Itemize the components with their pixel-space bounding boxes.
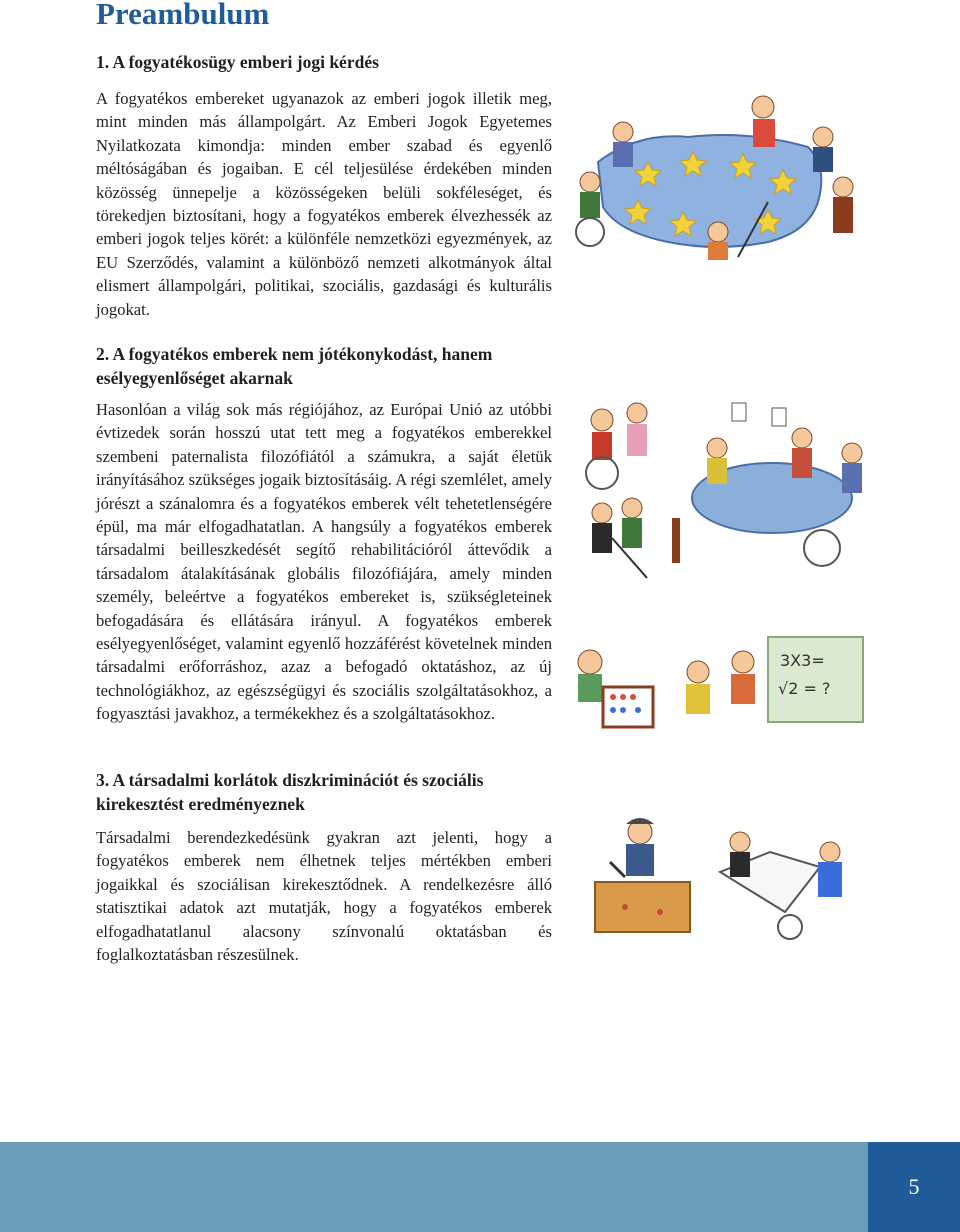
page-title: Preambulum [96, 0, 270, 31]
section-heading-2: 2. A fogyatékos emberek nem jótékonykodást, hanem esélyegyenlőséget akarnak [96, 344, 493, 388]
section-body-2: Hasonlóan a világ sok más régiójához, az Európai Unió az utóbbi évtizedek során hosszú utat tett meg a fogyatékos emberekkel szembeni paternalista filozófiától a számukra, a saját életük irányításához szükséges jogaik biztosításáig. A régi szemlélet, amely jórészt a szánalomra és a fogyatékos emberek vélt tehetetlenségére épül, ma már elfogadhatatlan. A hangsúly a fogyatékos emberek társadalmi beilleszkedését segítő rehabilitációról áttevődik a társadalom átalakításának globális filozófiájára, amely minden személy, beleértve a fogyatékos embereket is, szükségleteinek befogadására és ellátására irányul. A fogyatékos emberek esélyegyenlőséget, valamint egyenlő hozzáférést követelnek minden társadalmi erőforráshoz, azaz a befogadó oktatáshoz, az új technológiákhoz, az egészségügyi és szociális szolgáltatásokhoz, a fogyasztási javakhoz, a termékekhez és a szolgáltatásokhoz. [96, 400, 552, 724]
section-heading-3: 3. A társadalmi korlátok diszkriminációt és szociális kirekesztést eredményeznek [96, 770, 484, 814]
page-number [868, 1142, 960, 1232]
meeting-illustration [572, 398, 872, 588]
section-body-1: A fogyatékos embereket ugyanazok az emberi jogok illetik meg, mint minden más állampolgárt. Az Emberi Jogok Egyetemes Nyilatkozata kimondja: minden ember szabad és egyenlő méltóságában és jogaiban. E cél teljesülése érdekében minden közösség ünnepelje a közösségeken belüli sokféleséget, és törekedjen biztosítani, hogy a fogyatékos emberek élvezhessék az emberi jogok teljes körét: a különféle nemzetközi egyezmények, az EU Szerződés, valamint a különböző nemzeti alkotmányok által elismert állampolgári, politikai, szociális, gazdasági és kulturális jogokat. [96, 89, 552, 319]
section-body-3: Társadalmi berendezkedésünk gyakran azt jelenti, hogy a fogyatékos emberek nem élhetnek teljes mértékben emberi jogaikkal és szociálisan kirekesztődnek. A rendelkezésre álló statisztikai adatok azt mutatják, hogy a fogyatékos emberek elfogadhatatlanul alacsony színvonalú oktatásban és foglalkoztatásban részesülnek. [96, 828, 552, 965]
section-heading-1: 1. A fogyatékosügy emberi jogi kérdés [96, 52, 379, 72]
footer-band [0, 1142, 960, 1232]
chalkboard-line-2: √2 = ? [778, 679, 831, 698]
workshop-illustration [590, 812, 860, 942]
chalkboard-line-1: 3X3= [780, 651, 825, 670]
page-number-label: 5 [908, 1174, 920, 1199]
classroom-illustration [568, 632, 868, 742]
eu-flag-illustration [568, 92, 868, 262]
